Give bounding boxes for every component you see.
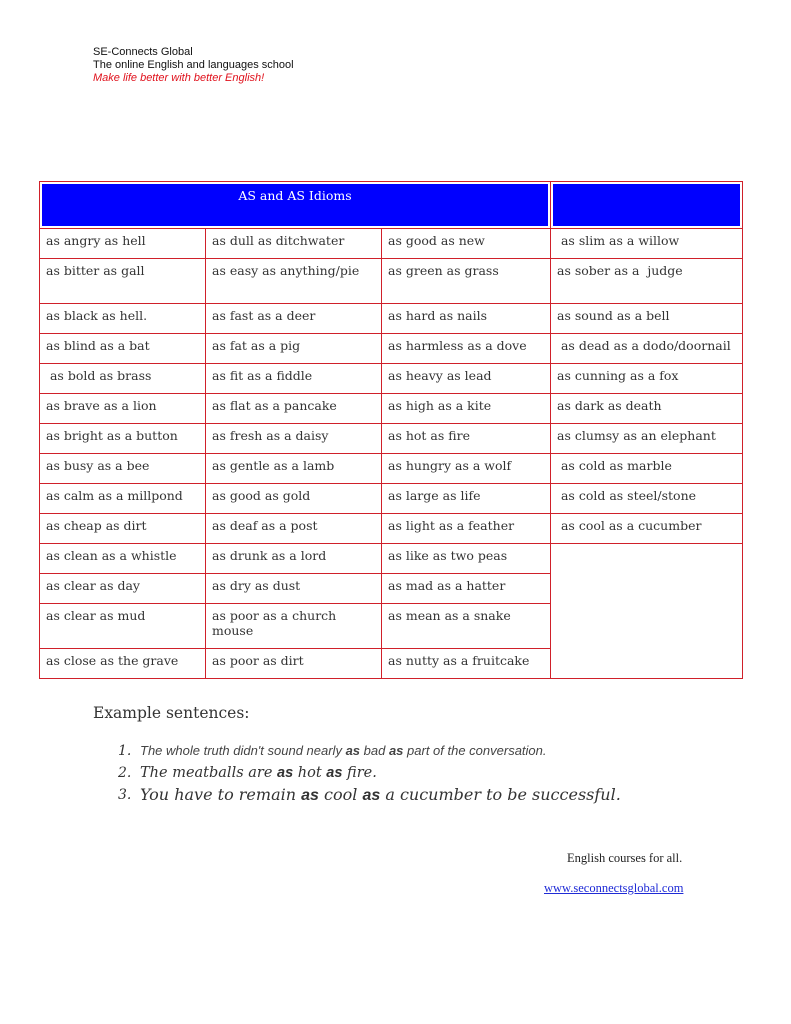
idiom-cell: as nutty as a fruitcake (382, 649, 551, 679)
idiom-cell: as large as life (382, 484, 551, 514)
table-row (40, 424, 743, 454)
examples-title: Example sentences: (93, 704, 250, 722)
idiom-cell: as fresh as a daisy (206, 424, 382, 454)
website-link[interactable]: www.seconnectsglobal.com (544, 881, 684, 895)
table-row (40, 259, 743, 304)
idiom-cell: as green as grass (382, 259, 551, 304)
table-header-empty (551, 182, 743, 229)
idiom-cell: as poor as dirt (206, 649, 382, 679)
idiom-cell: as hot as fire (382, 424, 551, 454)
table-row (40, 304, 743, 334)
idiom-cell: as harmless as a dove (382, 334, 551, 364)
idiom-cell: as deaf as a post (206, 514, 382, 544)
idiom-cell: as good as gold (206, 484, 382, 514)
page-header (93, 46, 294, 85)
idiom-cell: as angry as hell (40, 229, 206, 259)
idiom-cell: as close as the grave (40, 649, 206, 679)
idiom-cell: as blind as a bat (40, 334, 206, 364)
example-sentence: 3. You have to remain as cool as a cucumber to be successful. (118, 785, 621, 804)
idiom-cell: as bitter as gall (40, 259, 206, 304)
idiom-cell: as cunning as a fox (551, 364, 743, 394)
idiom-cell: as sober as a judge (551, 259, 743, 304)
idiom-cell: as like as two peas (382, 544, 551, 574)
table-title: AS and AS Idioms (40, 182, 551, 229)
school-subtitle: The online English and languages school (93, 59, 294, 71)
idiom-cell: as drunk as a lord (206, 544, 382, 574)
idiom-cell: as dull as ditchwater (206, 229, 382, 259)
idiom-cell: as cheap as dirt (40, 514, 206, 544)
table-row (40, 364, 743, 394)
example-sentences (118, 740, 621, 806)
idiom-cell: as clear as mud (40, 604, 206, 649)
idiom-cell: as cold as marble (551, 454, 743, 484)
idiom-cell: as bold as brass (40, 364, 206, 394)
table-row (40, 334, 743, 364)
idiom-cell: as fast as a deer (206, 304, 382, 334)
empty-cell (551, 544, 743, 679)
idiom-cell: as heavy as lead (382, 364, 551, 394)
example-sentence: 2. The meatballs are as hot as fire. (118, 762, 621, 784)
table-row (40, 544, 743, 574)
table-row (40, 484, 743, 514)
idiom-cell: as mad as a hatter (382, 574, 551, 604)
example-sentence: 1. The whole truth didn't sound nearly as bad as part of the conversation. (118, 740, 621, 762)
idiom-cell: as cold as steel/stone (551, 484, 743, 514)
table-row (40, 454, 743, 484)
idiom-cell: as poor as a church mouse (206, 604, 382, 649)
table-row (40, 514, 743, 544)
idiom-cell: as clear as day (40, 574, 206, 604)
footer-text: English courses for all. (567, 851, 683, 865)
idiom-cell: as flat as a pancake (206, 394, 382, 424)
idiom-cell: as calm as a millpond (40, 484, 206, 514)
list-number: 3. (118, 787, 132, 803)
idiom-cell: as dry as dust (206, 574, 382, 604)
idiom-cell: as light as a feather (382, 514, 551, 544)
idiom-cell: as clean as a whistle (40, 544, 206, 574)
idiom-cell: as black as hell. (40, 304, 206, 334)
idiom-cell: as fat as a pig (206, 334, 382, 364)
tagline: Make life better with better English! (93, 72, 265, 84)
idiom-cell: as hard as nails (382, 304, 551, 334)
idioms-table (39, 181, 743, 679)
company-name: SE-Connects Global (93, 46, 193, 58)
idiom-cell: as fit as a fiddle (206, 364, 382, 394)
idiom-cell: as dark as death (551, 394, 743, 424)
list-number: 1. (118, 743, 132, 759)
idiom-cell: as mean as a snake (382, 604, 551, 649)
idiom-cell: as good as new (382, 229, 551, 259)
list-number: 2. (118, 765, 132, 781)
idiom-cell: as hungry as a wolf (382, 454, 551, 484)
idiom-cell: as cool as a cucumber (551, 514, 743, 544)
idiom-cell: as sound as a bell (551, 304, 743, 334)
table-row (40, 394, 743, 424)
idiom-cell: as easy as anything/pie (206, 259, 382, 304)
idiom-cell: as dead as a dodo/doornail (551, 334, 743, 364)
idiom-cell: as brave as a lion (40, 394, 206, 424)
idiom-cell: as gentle as a lamb (206, 454, 382, 484)
idiom-cell: as high as a kite (382, 394, 551, 424)
idiom-cell: as clumsy as an elephant (551, 424, 743, 454)
table-row (40, 229, 743, 259)
idiom-cell: as busy as a bee (40, 454, 206, 484)
idiom-cell: as slim as a willow (551, 229, 743, 259)
idiom-cell: as bright as a button (40, 424, 206, 454)
